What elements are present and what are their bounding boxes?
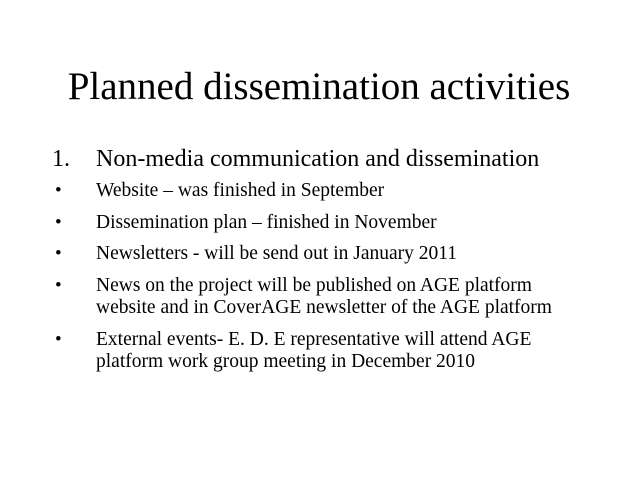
bullet-text: External events- E. D. E representative will attend AGE platform work group meeting in December 2010 bbox=[96, 328, 532, 372]
numbered-item-text: Non-media communication and dissemination bbox=[96, 146, 540, 172]
bullet-list bbox=[52, 180, 612, 383]
bullet-icon: • bbox=[55, 328, 62, 350]
list-item bbox=[52, 275, 612, 320]
list-item bbox=[52, 212, 612, 235]
bullet-icon: • bbox=[55, 243, 62, 264]
numbered-item-number: 1. bbox=[52, 146, 70, 172]
bullet-text: Dissemination plan – finished in November bbox=[96, 211, 437, 233]
list-item bbox=[52, 180, 612, 203]
bullet-icon: • bbox=[55, 180, 62, 201]
bullet-icon: • bbox=[55, 211, 62, 233]
list-item bbox=[52, 329, 612, 374]
bullet-text: Newsletters - will be send out in January 2011 bbox=[96, 243, 458, 264]
list-item bbox=[52, 243, 612, 266]
bullet-text: Website – was finished in September bbox=[96, 180, 385, 201]
bullet-text: News on the project will be published on AGE platform website and in CoverAGE newsletter of the AGE platform bbox=[96, 274, 552, 318]
slide-title: Planned dissemination activities bbox=[67, 65, 571, 108]
bullet-icon: • bbox=[55, 274, 62, 296]
